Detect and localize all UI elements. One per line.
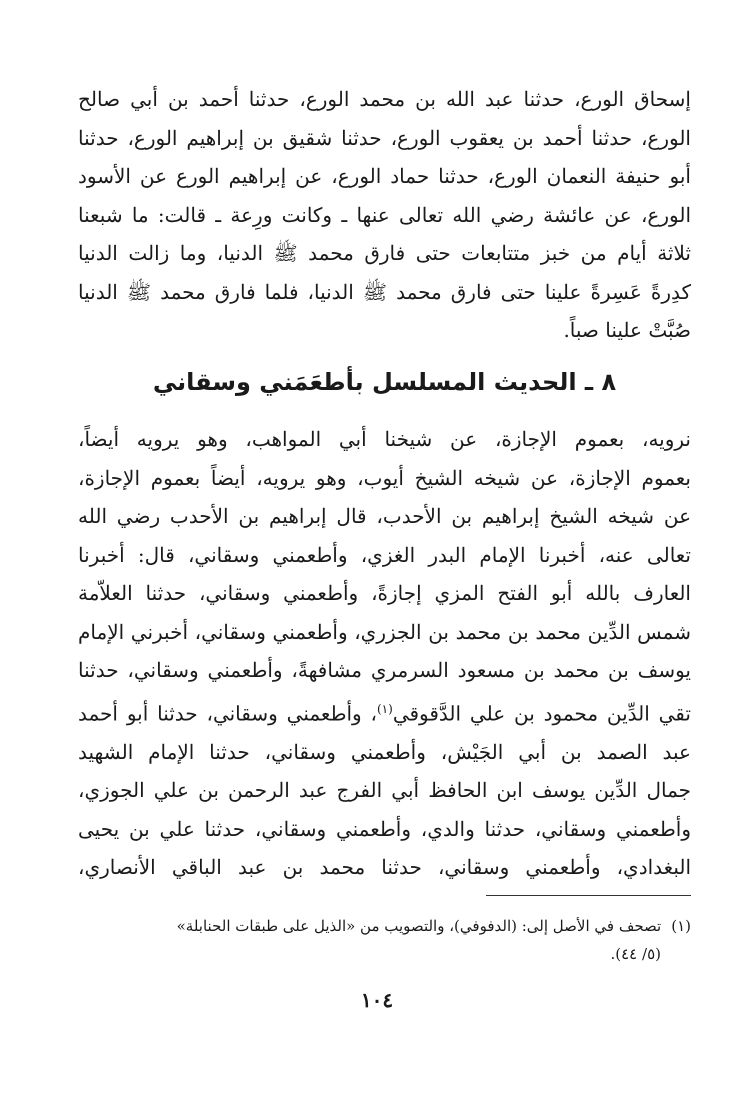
text-segment: تقي الدِّين محمود بن علي الدَّقوقي xyxy=(392,701,691,726)
text-line: عن شيخه الشيخ إبراهيم بن الأحدب، قال إبراهيم بن الأحدب رضي الله xyxy=(78,504,691,528)
footnote xyxy=(78,912,691,968)
footnote-text: تصحف في الأصل إلى: (الدفوفي)، والتصويب من «الذيل على طبقات الحنابلة» xyxy=(176,917,662,935)
text-line: الورع، عن عائشة رضي الله تعالى عنها ـ وكانت ورِعة ـ قالت: ما شبعنا xyxy=(78,202,691,227)
footnote-divider xyxy=(486,895,691,896)
section-heading: ٨ ـ الحديث المسلسل بأطعَمَني وسقاني xyxy=(152,368,617,396)
text-line: أبو حنيفة النعمان الورع، حدثنا حماد الورع، عن إبراهيم الورع عن الأسود xyxy=(78,164,691,188)
footnote-reference[interactable]: (١) xyxy=(376,701,393,716)
text-line: يوسف بن محمد بن مسعود السرمري مشافهةً، وأطعمني وسقاني، حدثنا xyxy=(78,658,691,682)
text-line: عبد الصمد بن أبي الجَيْش، وأطعمني وسقاني، حدثنا الإمام الشهيد xyxy=(78,739,691,764)
text-line: إسحاق الورع، حدثنا عبد الله بن محمد الورع، حدثنا أحمد بن أبي صالح xyxy=(78,87,691,111)
text-line: تعالى عنه، أخبرنا الإمام البدر الغزي، وأطعمني وسقاني، قال: أخبرنا xyxy=(78,542,691,567)
text-line: وأطعمني وسقاني، حدثنا والدي، وأطعمني وسقاني، حدثنا علي بن يحيى xyxy=(78,816,691,841)
text-line: كدِرةً عَسِرةً علينا حتى فارق محمد ﷺ الدنيا، فلما فارق محمد ﷺ الدنيا xyxy=(78,279,691,304)
footnote-number: (١) xyxy=(671,917,691,935)
text-line: ثلاثة أيام من خبز متتابعات حتى فارق محمد ﷺ الدنيا، وما زالت الدنيا xyxy=(78,241,691,265)
text-line: جمال الدِّين يوسف ابن الحافظ أبي الفرج عبد الرحمن بن علي الجوزي، xyxy=(78,778,691,803)
text-line: الورع، حدثنا أحمد بن يعقوب الورع، حدثنا شقيق بن إبراهيم الورع، حدثنا xyxy=(78,125,691,150)
page-number: ١٠٤ xyxy=(360,988,394,1012)
text-line: بعموم الإجازة، عن شيخه الشيخ أيوب، وهو يرويه، أيضاً بعموم الإجازة، xyxy=(78,465,691,490)
footnote-line xyxy=(78,912,691,940)
text-line: صُبَّتْ علينا صباً. xyxy=(563,318,691,342)
text-line: شمس الدِّين محمد بن محمد بن الجزري، وأطعمني وسقاني، أخبرني الإمام xyxy=(78,619,691,644)
text-line: نرويه، بعموم الإجازة، عن شيخنا أبي المواهب، وهو يرويه أيضاً، xyxy=(78,427,691,451)
text-segment: ، وأطعمني وسقاني، حدثنا أبو أحمد xyxy=(78,701,377,726)
paragraph-hadith-chain xyxy=(78,420,691,887)
text-line: العارف بالله أبو الفتح المزي إجازةً، وأطعمني وسقاني، حدثنا العلاّمة xyxy=(78,581,691,605)
paragraph-isnad xyxy=(78,80,691,350)
text-line: البغدادي، وأطعمني وسقاني، حدثنا محمد بن عبد الباقي الأنصاري، xyxy=(78,855,691,880)
text-line-with-footnote xyxy=(78,690,691,733)
footnote-line: (٥/ ٤٤). xyxy=(610,945,661,963)
